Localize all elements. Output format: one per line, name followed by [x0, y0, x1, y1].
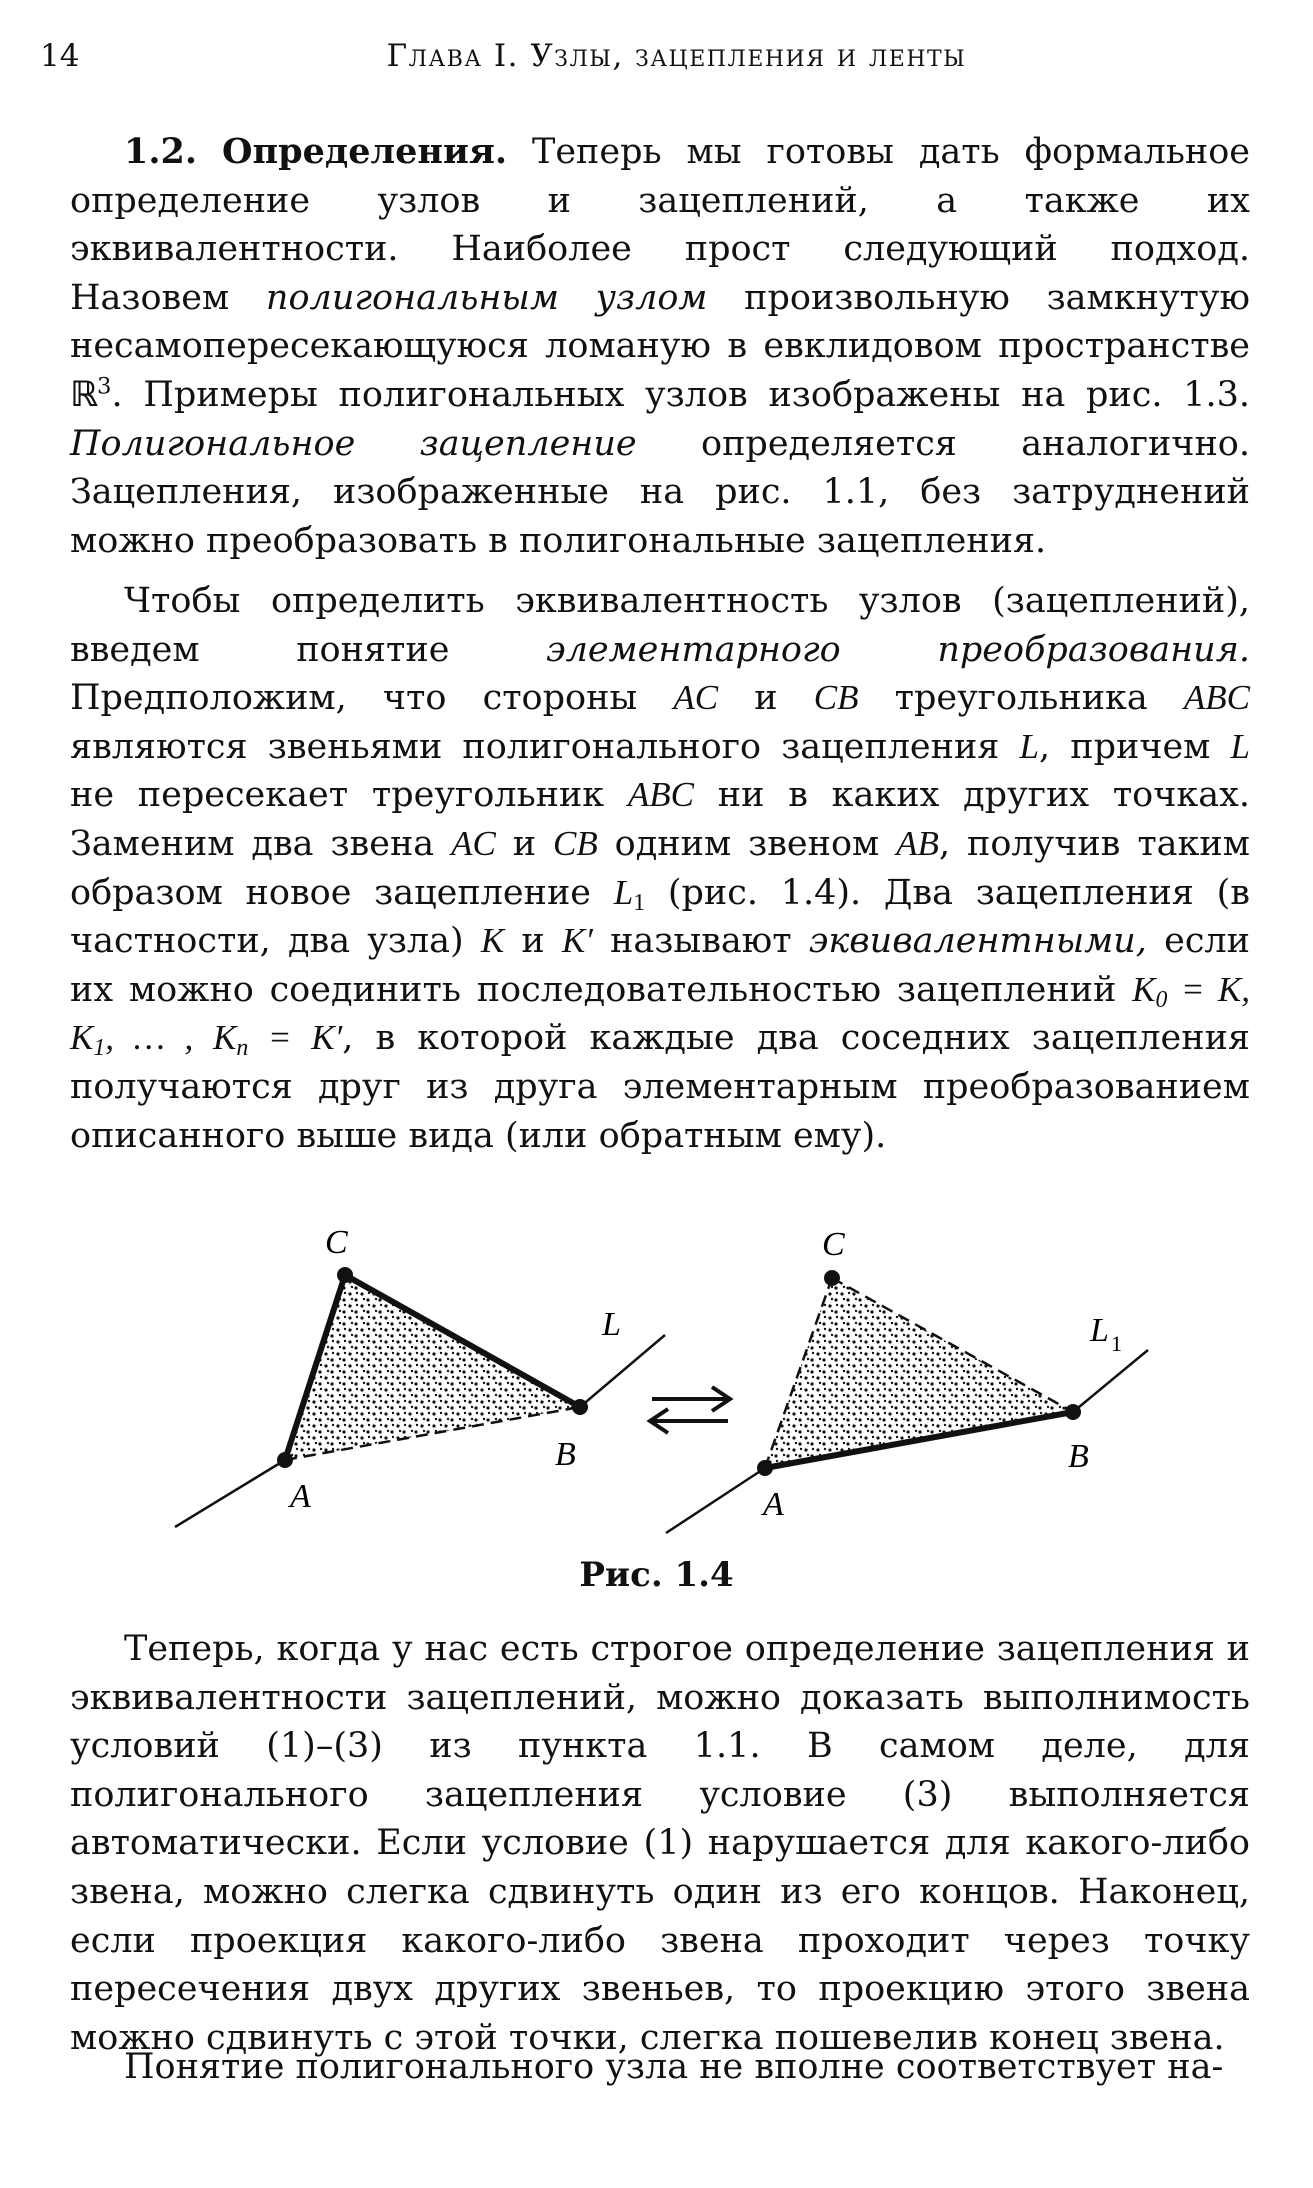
math-ABC: ABC — [627, 775, 695, 815]
text-run: Предположим, что стороны — [70, 678, 674, 719]
math-L: L — [1019, 726, 1039, 766]
running-head: Глава I. Узлы, зацепления и ленты — [386, 38, 967, 74]
text-run: Теперь мы готовы дать формальное определение узлов и зацеплений, а также их эквивалентности. Наиболее прост следующий подход. Назовем — [70, 132, 1250, 318]
vertex-B — [1065, 1404, 1081, 1420]
vertex-A — [757, 1460, 773, 1476]
seq-part: , … , K — [105, 1018, 237, 1058]
seq-sub: 1 — [93, 1035, 106, 1062]
link-segment — [666, 1468, 765, 1533]
text-run: , получив таким образом новое зацепление — [70, 823, 1250, 913]
section-number: 1.2. — [124, 131, 198, 172]
label-C: C — [325, 1224, 348, 1261]
math-K-prime: K′ — [561, 921, 593, 961]
text-run: определяется аналогично. Зацепления, изображенные на рис. 1.1, без затруднений можно преобразовать в полигональные зацепления. — [70, 423, 1250, 561]
figure-caption: Рис. 1.4 — [579, 1555, 734, 1595]
right-diagram — [666, 1226, 1148, 1533]
link-segment — [1073, 1350, 1148, 1412]
triangle-fill — [285, 1275, 580, 1460]
text-run: являются звеньями полигонального зацепления — [70, 726, 1020, 767]
term-equivalent: эквивалентными, — [808, 921, 1147, 962]
real-space-symbol: ℝ — [70, 374, 98, 415]
seq-sub: n — [236, 1035, 249, 1062]
text-run: называют — [592, 921, 809, 962]
seq-sub: 0 — [1155, 986, 1168, 1013]
math-L1: L — [613, 872, 634, 912]
left-diagram — [175, 1224, 665, 1527]
equivalence-arrows — [650, 1387, 730, 1433]
vertex-A — [277, 1452, 293, 1468]
text-run: произвольную замкнутую несамопересекающуюся ломаную в евклидовом пространстве — [70, 277, 1250, 367]
text-run: и — [504, 921, 562, 962]
label-B: B — [555, 1436, 576, 1473]
seq-part: K — [1132, 969, 1156, 1009]
label-C: C — [822, 1226, 845, 1263]
paragraph-last — [70, 2043, 1250, 2092]
text-run: , в которой каждые два соседних зацепления получаются друг из друга элементарным преобразованием описанного выше вида (или обратным ему). — [70, 1018, 1250, 1156]
text-run: и — [718, 678, 814, 719]
term-elementary-transformation: элементарного преобразования. — [546, 629, 1250, 670]
label-B: B — [1068, 1438, 1089, 1475]
link-segment — [580, 1335, 665, 1407]
term-polygonal-knot: полигональным узлом — [265, 277, 708, 318]
text-run: треугольника — [858, 678, 1184, 719]
vertex-C — [337, 1267, 353, 1283]
page-header — [0, 30, 1313, 86]
text-run: если их можно соединить последовательностью зацеплений — [70, 921, 1250, 1010]
math-CB: CB — [813, 678, 859, 718]
real-space-exponent: 3 — [97, 373, 112, 400]
section-title: Определения. — [222, 131, 508, 172]
vertex-B — [572, 1399, 588, 1415]
text-run: ни в каких других точках. Заменим два звена — [70, 775, 1250, 864]
term-polygonal-link: Полигональное зацепление — [70, 423, 637, 464]
label-L1: L — [1090, 1312, 1109, 1349]
paragraph-4: Понятие полигонального узла не вполне соответствует на- — [124, 2047, 1224, 2087]
text-run: одним звеном — [597, 823, 897, 864]
figure-drawing — [0, 1195, 1313, 1535]
vertex-C — [824, 1270, 840, 1286]
paragraph-conditions — [70, 1625, 1250, 2062]
math-AB: AB — [896, 823, 939, 863]
paragraph-2 — [70, 577, 1250, 1160]
figure-1-4 — [0, 1195, 1313, 1535]
paragraph-definitions — [70, 128, 1250, 565]
math-ABC: ABC — [1183, 678, 1250, 718]
text-run: и — [495, 823, 554, 864]
text-run: не пересекает треугольник — [70, 775, 628, 816]
text-run: , причем — [1039, 726, 1231, 767]
text-run: (рис. 1.4). Два зацепления (в частности, два узла) — [70, 872, 1250, 962]
paragraph-1 — [70, 128, 1250, 565]
paragraph-3: Теперь, когда у нас есть строгое определение зацепления и эквивалентности зацеплений, можно доказать выполнимость условий (1)–(3) из пункта 1.1. В самом деле, для полигонального зацепления условие (3) выполняется автоматически. Если условие (1) нарушается для какого-либо звена, можно слегка сдвинуть один из его концов. Наконец, если проекция какого-либо звена проходит через точку пересечения двух других звеньев, то проекцию этого звена можно сдвинуть с этой точки, слегка пошевелив конец звена. — [70, 1629, 1250, 2058]
math-CB: CB — [553, 823, 598, 863]
math-L: L — [1230, 726, 1250, 766]
seq-part: = K′ — [248, 1018, 343, 1058]
page-number: 14 — [40, 38, 80, 74]
label-A: A — [290, 1478, 311, 1515]
math-AC: AC — [451, 823, 496, 863]
math-AC: AC — [673, 678, 719, 718]
text-run: . Примеры полигональных узлов изображены на рис. 1.3. — [111, 374, 1250, 415]
link-segment — [175, 1460, 285, 1527]
text-run: Чтобы определить эквивалентность узлов (зацеплений), введем понятие — [70, 581, 1250, 670]
math-L1-subscript: 1 — [633, 889, 646, 916]
label-A: A — [763, 1486, 784, 1523]
paragraph-equivalence — [70, 577, 1250, 1160]
label-L: L — [602, 1306, 621, 1343]
math-K: K — [480, 921, 505, 961]
seq-part: = K, K — [70, 969, 1250, 1058]
label-L1-subscript: 1 — [1111, 1331, 1122, 1356]
